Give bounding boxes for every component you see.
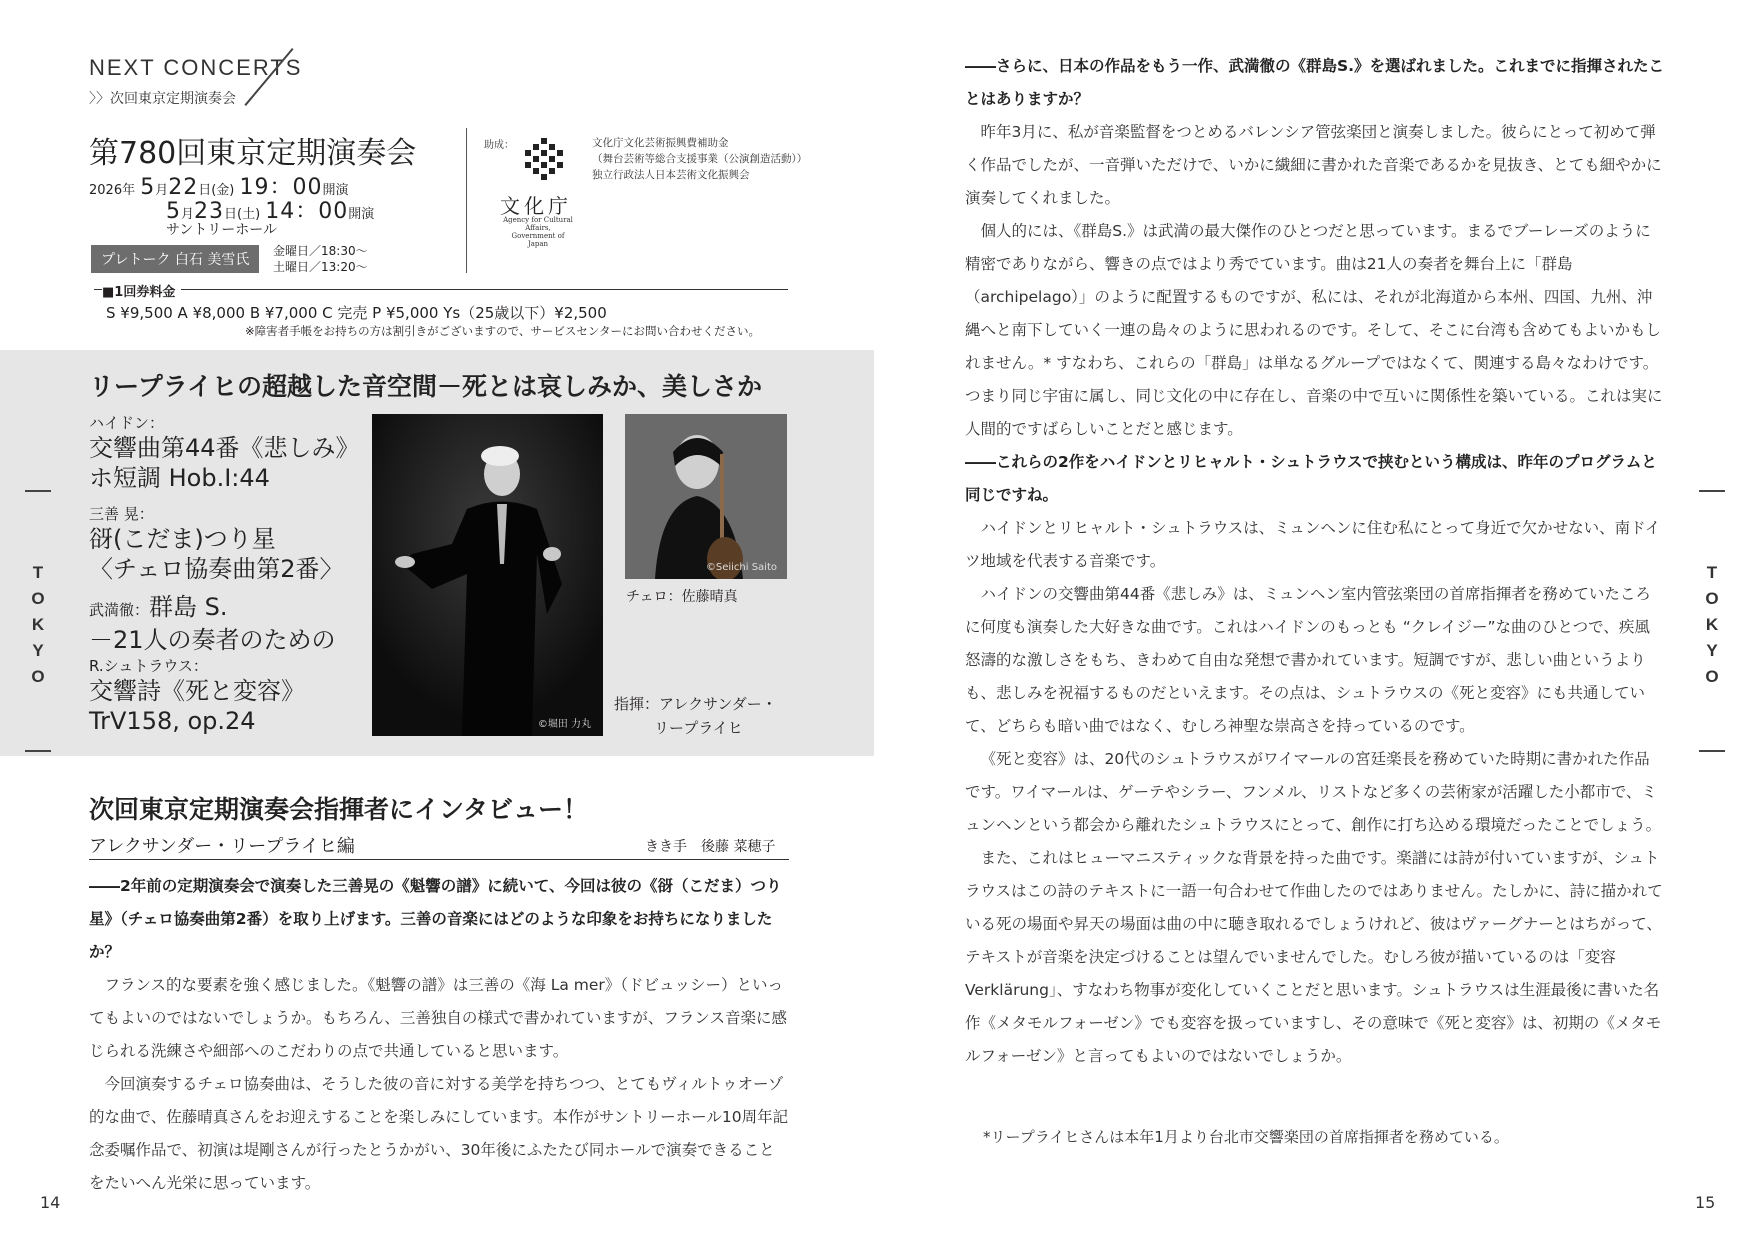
question-paragraph: ――2年前の定期演奏会で演奏した三善晃の《魁響の譜》に続いて、今回は彼の《谺（こだま）つり星》（チェロ協奏曲第2番）を取り上げます。三善の音楽にはどのような印象をお持ちになりましたか？ [89,877,782,961]
question-paragraph: ――これらの2作をハイドンとリヒャルト・シュトラウスで挟むという構成は、昨年のプログラムと同じですね。 [965,453,1657,504]
answer-paragraph: ハイドンとリヒャルト・シュトラウスは、ミュンヘンに住む私にとって身近で欠かせない、南ドイツ地域を代表する音楽です。 [965,519,1661,570]
cellist-photo-credit: ©Seiichi Saito [705,562,777,573]
venue: サントリーホール [166,222,278,238]
work-takemitsu: 武満徹：群島 S. [89,593,228,621]
conductor-photo [372,414,603,736]
bunka-logo-text: 文化庁 [500,194,572,218]
composer-miyoshi: 三善 晃： [89,505,154,523]
interview-subtitle: アレクサンダー・リープライヒ編 [89,836,355,857]
answer-paragraph: 《死と変容》は、20代のシュトラウスがワイマールの宮廷楽長を務めていた時期に書かれた作品です。ワイマールは、ゲーテやシラー、フンメル、リストなど多くの芸術家が活躍した小都市で、ミュンヘンという都会から離れたシュトラウスにとって、創作に打ち込める環境だったことでしょう。 [965,750,1662,834]
josei-label: 助成： [484,140,514,151]
pretalk-times: 金曜日／18:30〜 土曜日／13:20〜 [273,244,368,274]
work-strauss-1: 交響詩《死と変容》 [89,677,305,705]
answer-paragraph: 個人的には、《群島S.》は武満の最大傑作のひとつだと思っています。まるでブーレーズのように精密でありながら、響きの点ではより秀でています。曲は21人の奏者を舞台上に「群島（archipelago）」のように配置するものですが、私には、それが北海道から本州、四国、九州、沖縄へと南下していく一連の島々のように思われるのです。そして、そこに台湾も含めてもよいかもしれません。* すなわち、これらの「群島」は単なるグループではなくて、関連する島々なわけです。つまり同じ宇宙に属し、同じ文化の中に存在し、音楽の中で互いに関係性を築いている。これは実に人間的ですばらしいことだと感じます。 [965,222,1663,438]
footnote: *リープライヒさんは本年1月より台北市交響楽団の首席指揮者を務めている。 [983,1128,1509,1146]
work-strauss-2: TrV158, op.24 [89,707,256,735]
ticket-heading: ■1回券料金 [102,281,181,300]
work-haydn-2: ホ短調 Hob.I:44 [89,464,270,492]
conductor-silhouette-icon [372,414,603,736]
composer-strauss: R.シュトラウス： [89,657,208,675]
page-number-right: 15 [1695,1193,1716,1212]
answer-paragraph: また、これはヒューマニスティックな背景を持った曲です。楽譜には詩が付いていますが、シュトラウスはこの詩のテキストに一語一句合わせて作曲したのではありません。たしかに、詩に描かれている死の場面や昇天の場面は曲の中に聴き取れるでしょうけれど、彼はヴァーグナーとはちがって、テキストが音楽を決定づけることは望んでいませんでした。むしろ彼が描いているのは「変容 Verklärung」、すなわち物事が変化していくことだと思います。シュトラウスは生涯最後に書いた名作《メタモルフォーゼン》でも変容を扱っていますし、その意味で《死と変容》は、初期の《メタモルフォーゼン》と言ってもよいのではないでしょうか。 [965,849,1663,1065]
answer-paragraph: 昨年3月に、私が音楽監督をつとめるバレンシア管弦楽団と演奏しました。彼らにとって初めて弾く作品でしたが、一音弾いただけで、いかに繊細に書かれた音楽であるかを見抜き、とても細やかに演奏してくれました。 [965,123,1662,207]
interview-title: 次回東京定期演奏会指揮者にインタビュー！ [89,795,589,824]
ticket-note: ※障害者手帳をお持ちの方は割引きがございますので、サービスセンターにお問い合わせください。 [245,324,760,338]
pretalk-badge: プレトーク 白石 美雪氏 [91,245,259,273]
concert-title: 第780回東京定期演奏会 [89,136,417,171]
answer-paragraph: フランス的な要素を強く感じました。《魁響の譜》は三善の《海 La mer》（ドビュッシー）といってもよいのではないでしょうか。もちろん、三善独自の様式で書かれていますが、フランス音楽に感じられる洗練さや細部へのこだわりの点で共通していると思います。 [89,976,787,1060]
cellist-photo [625,414,787,579]
next-concerts-subheading: 〉〉次回東京定期演奏会 [89,91,236,107]
interviewer: きき手 後藤 菜穂子 [645,839,776,855]
next-concerts-heading: NEXT CONCERTS [89,55,303,80]
work-miyoshi-2: 〈チェロ協奏曲第2番〉 [89,555,344,583]
answer-paragraph: ハイドンの交響曲第44番《悲しみ》は、ミュンヘン室内管弦楽団の首席指揮者を務めていたころに何度も演奏した大好きな曲です。これはハイドンのもっとも “クレイジー”な曲のひとつで、疾風怒濤的な激しさをもち、きわめて自由な発想で書かれています。短調ですが、悲しい曲というよりも、悲しみを祝福するものだといえます。その点は、シュトラウスの《死と変容》にも共通していて、どちらも暗い曲ではなく、むしろ神聖な崇高さを持っているのです。 [965,585,1651,735]
tokyo-dash-top [25,490,51,492]
vertical-divider [466,128,467,273]
program-list [89,412,360,736]
composer-haydn: ハイドン： [89,414,165,432]
concert-date-2: 5月23日(土) 14：00開演 [166,199,375,224]
page-right [875,0,1749,1241]
interview-body-right [965,50,1665,1073]
tokyo-vertical-right: T O K Y O [1705,563,1719,686]
support-text: 文化庁文化芸術振興費補助金 （舞台芸術等総合支援事業（公演創造活動）） 独立行政法人日本芸術文化振興会 [592,137,808,181]
interview-body-left [89,870,789,1200]
tokyo-dash-top-right [1699,490,1725,492]
tokyo-dash-bottom [25,750,51,752]
page-number-left: 14 [40,1193,61,1212]
conductor-caption: 指揮：アレクサンダー・ リープライヒ [614,695,777,737]
work-haydn-1: 交響曲第44番《悲しみ》 [89,434,360,462]
concert-date-1: 2026年 5月22日(金) 19：00開演 [89,175,349,200]
page-left [0,0,874,1241]
ticket-prices: S ¥9,500 A ¥8,000 B ¥7,000 C 完売 P ¥5,000 Ys（25歳以下）¥2,500 [106,304,607,322]
question-paragraph: ――さらに、日本の作品をもう一作、武満徹の《群島S.》を選ばれました。これまでに指揮されたことはありますか？ [965,57,1665,108]
answer-paragraph: 今回演奏するチェロ協奏曲は、そうした彼の音に対する美学を持ちつつ、とてもヴィルトゥオーゾ的な曲で、佐藤晴真さんをお迎えすることを楽しみにしています。本作がサントリーホール10周年記念委嘱作品で、初演は堤剛さんが行ったとうかがい、30年後にふたたび同ホールで演奏できることをたいへん光栄に思っています。 [89,1075,789,1192]
conductor-photo-credit: ©堀田 力丸 [537,719,591,730]
tokyo-vertical-left: T O K Y O [31,563,45,686]
work-miyoshi-1: 谺(こだま)つり星 [89,525,276,553]
cellist-silhouette-icon [625,414,787,579]
program-title: リープライヒの超越した音空間－死とは哀しみか、美しさか [89,372,763,401]
tokyo-dash-bottom-right [1699,750,1725,752]
bunka-logo-english: Agency for Cultural Affairs, Government of Japan [503,216,573,248]
work-takemitsu-2: －21人の奏者のための [89,626,336,654]
bunka-logo-icon [521,136,567,182]
ticket-rule [94,289,788,290]
cellist-caption: チェロ：佐藤晴真 [626,589,738,605]
interview-rule [89,859,789,860]
